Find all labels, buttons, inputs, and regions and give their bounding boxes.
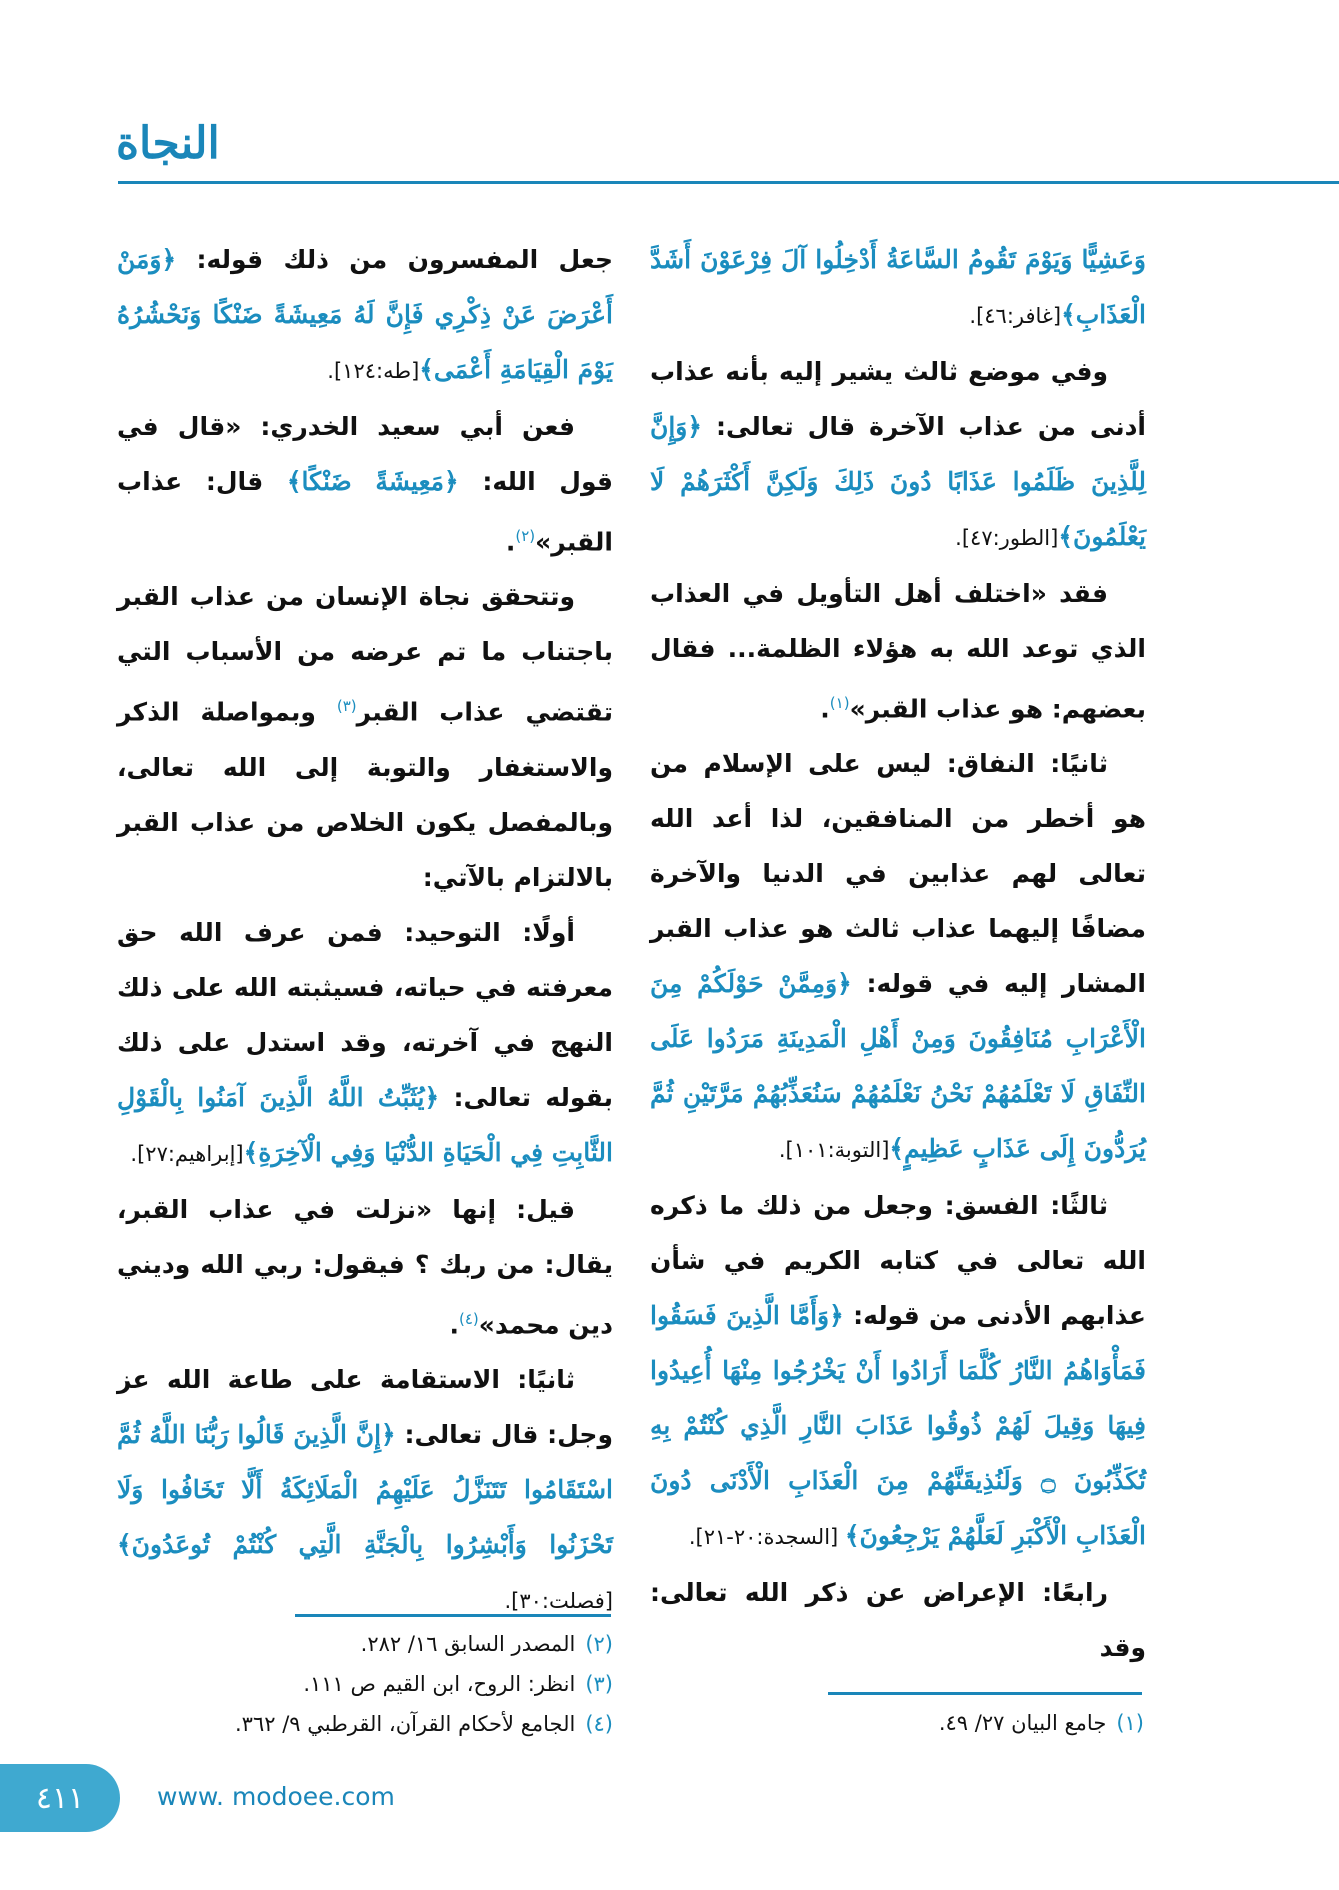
body-text: .	[820, 694, 830, 724]
website-link[interactable]: www. modoee.com	[157, 1782, 395, 1811]
verse-reference: [طه:١٢٤].	[327, 359, 420, 383]
paragraph	[650, 566, 1146, 736]
footnote-number: (٤)	[585, 1712, 613, 1736]
paragraph	[650, 736, 1146, 1178]
body-text: رابعًا: الإعراض عن ذكر الله تعالى: وقد	[650, 1578, 1146, 1663]
footnote	[650, 1703, 1144, 1743]
page-number-badge	[0, 1764, 120, 1832]
footnotes-right	[650, 1703, 1144, 1743]
quran-verse: ﴿يُثَبِّتُ اللَّهُ الَّذِينَ آمَنُوا بِالْقَوْلِ الثَّابِتِ فِي الْحَيَاةِ الدُّنْيَا وَفِي الْآخِرَةِ﴾	[117, 1082, 613, 1167]
body-text: فقد «اختلف أهل التأويل في العذاب الذي توعد الله به هؤلاء الظلمة... فقال بعضهم: هو عذاب القبر»	[650, 579, 1146, 724]
body-text: أولًا: التوحيد: فمن عرف الله حق معرفته في حياته، فسيثبته الله على ذلك النهج في آخرته، وقد استدل على ذلك بقوله تعالى:	[117, 917, 613, 1112]
footnote-number: (٢)	[585, 1632, 613, 1656]
page-number: ٤١١	[35, 1780, 85, 1816]
body-text: فعن أبي سعيد الخدري: «قال في قول الله:	[117, 412, 613, 496]
footnote-marker[interactable]: (٤)	[458, 1309, 479, 1328]
quran-verse: ﴿إِنَّ الَّذِينَ قَالُوا رَبُّنَا اللَّهُ ثُمَّ اسْتَقَامُوا تَتَنَزَّلُ عَلَيْهِمُ الْمَلَائِكَةُ أَلَّا تَخَافُوا وَلَا تَحْزَنُوا وَأَبْشِرُوا بِالْجَنَّةِ الَّتِي كُنْتُمْ تُوعَدُونَ﴾	[117, 1419, 613, 1559]
body-text: قيل: إنها «نزلت في عذاب القبر، يقال: من ربك ؟ فيقول: ربي الله وديني دين محمد»	[117, 1194, 613, 1339]
quran-verse: وَعَشِيًّا وَيَوْمَ تَقُومُ السَّاعَةُ أَدْخِلُوا آلَ فِرْعَوْنَ أَشَدَّ الْعَذَابِ﴾	[650, 245, 1146, 329]
paragraph	[117, 1352, 613, 1629]
quran-verse: ﴿مَعِيشَةً ضَنْكًا﴾	[286, 467, 459, 496]
paragraph	[117, 1182, 613, 1352]
footnote-text: انظر: الروح، ابن القيم ص ١١١.	[303, 1672, 576, 1696]
body-text: وبمواصلة الذكر والاستغفار والتوبة إلى الله تعالى، وبالمفصل يكون الخلاص من عذاب القبر بالالتزام بالآتي:	[117, 697, 613, 892]
paragraph	[117, 399, 613, 569]
header-divider	[118, 181, 1339, 184]
body-text: ثانيًا: النفاق: ليس على الإسلام من هو أخطر من المنافقين، لذا أعد الله تعالى لهم عذابين في الدنيا والآخرة مضافًا إليهما عذاب ثالث هو عذاب القبر المشار إليه في قوله:	[650, 749, 1146, 999]
verse-reference: [الطور:٤٧].	[955, 526, 1059, 550]
body-text: .	[449, 1309, 459, 1339]
verse-reference: [السجدة:٢٠-٢١].	[688, 1525, 845, 1550]
paragraph	[117, 569, 613, 904]
footnote-marker[interactable]: (٢)	[515, 527, 536, 545]
footnote-text: المصدر السابق ١٦/ ٢٨٢.	[360, 1632, 576, 1656]
verse-reference: [التوبة:١٠١].	[778, 1138, 890, 1163]
body-text: ثانيًا: الاستقامة على طاعة الله عز وجل: قال تعالى:	[117, 1364, 613, 1449]
running-header-title: النجاة	[116, 118, 220, 169]
body-text: جعل المفسرون من ذلك قوله:	[176, 245, 613, 274]
footnote-marker[interactable]: (١)	[829, 694, 850, 712]
left-text-column	[117, 232, 613, 1629]
footnote-marker[interactable]: (٣)	[336, 697, 357, 716]
footnote-number: (٣)	[585, 1672, 613, 1696]
paragraph	[650, 1178, 1146, 1565]
quran-verse: ﴿وَمِمَّنْ حَوْلَكُمْ مِنَ الْأَعْرَابِ مُنَافِقُونَ وَمِنْ أَهْلِ الْمَدِينَةِ مَرَدُوا عَلَى النِّفَاقِ لَا تَعْلَمُهُمْ نَحْنُ نَعْلَمُهُمْ سَنُعَذِّبُهُمْ مَرَّتَيْنِ ثُمَّ يُرَدُّونَ إِلَى عَذَابٍ عَظِيمٍ﴾	[650, 969, 1146, 1164]
footnotes-left	[117, 1624, 613, 1744]
footnote-separator-right	[828, 1692, 1142, 1695]
footnote	[117, 1664, 613, 1704]
right-text-column	[650, 232, 1146, 1675]
paragraph	[117, 232, 613, 399]
footnote-separator-left	[295, 1614, 611, 1617]
footnote	[117, 1704, 613, 1744]
verse-reference: [غافر:٤٦].	[969, 304, 1062, 328]
paragraph	[650, 1565, 1146, 1675]
quran-verse: ﴿وَإِنَّ لِلَّذِينَ ظَلَمُوا عَذَابًا دُونَ ذَلِكَ وَلَكِنَّ أَكْثَرَهُمْ لَا يَعْلَمُونَ﴾	[650, 412, 1146, 551]
paragraph	[650, 344, 1146, 566]
footnote-text: جامع البيان ٢٧/ ٤٩.	[938, 1711, 1107, 1735]
body-text: ثالثًا: الفسق: وجعل من ذلك ما ذكره الله تعالى في كتابه الكريم في شأن عذابهم الأدنى من قوله:	[650, 1191, 1146, 1331]
footnote-text: الجامع لأحكام القرآن، القرطبي ٩/ ٣٦٢.	[234, 1712, 576, 1736]
paragraph	[650, 232, 1146, 344]
paragraph	[117, 905, 613, 1182]
quran-verse: ﴿وَمَنْ أَعْرَضَ عَنْ ذِكْرِي فَإِنَّ لَهُ مَعِيشَةً ضَنْكًا وَنَحْشُرُهُ يَوْمَ الْقِيَامَةِ أَعْمَى﴾	[117, 245, 613, 384]
footnote-number: (١)	[1116, 1711, 1144, 1735]
verse-reference: [فصلت:٣٠].	[504, 1588, 613, 1613]
footnote	[117, 1624, 613, 1664]
verse-reference: [إبراهيم:٢٧].	[130, 1141, 244, 1166]
quran-verse: ﴿وَأَمَّا الَّذِينَ فَسَقُوا فَمَأْوَاهُمُ النَّارُ كُلَّمَا أَرَادُوا أَنْ يَخْرُجُوا مِنْهَا أُعِيدُوا فِيهَا وَقِيلَ لَهُمْ ذُوقُوا عَذَابَ النَّارِ الَّذِي كُنْتُمْ بِهِ تُكَذِّبُونَ ۝ وَلَنُذِيقَنَّهُمْ مِنَ الْعَذَابِ الْأَدْنَى دُونَ الْعَذَابِ الْأَكْبَرِ لَعَلَّهُمْ يَرْجِعُونَ﴾	[650, 1301, 1147, 1551]
body-text: قال: عذاب القبر»	[117, 467, 613, 557]
body-text: .	[505, 527, 516, 557]
body-text: وفي موضع ثالث يشير إليه بأنه عذاب أدنى من عذاب الآخرة قال تعالى:	[650, 357, 1146, 441]
body-text: وتتحقق نجاة الإنسان من عذاب القبر باجتناب ما تم عرضه من الأسباب التي تقتضي عذاب القبر	[117, 582, 613, 727]
